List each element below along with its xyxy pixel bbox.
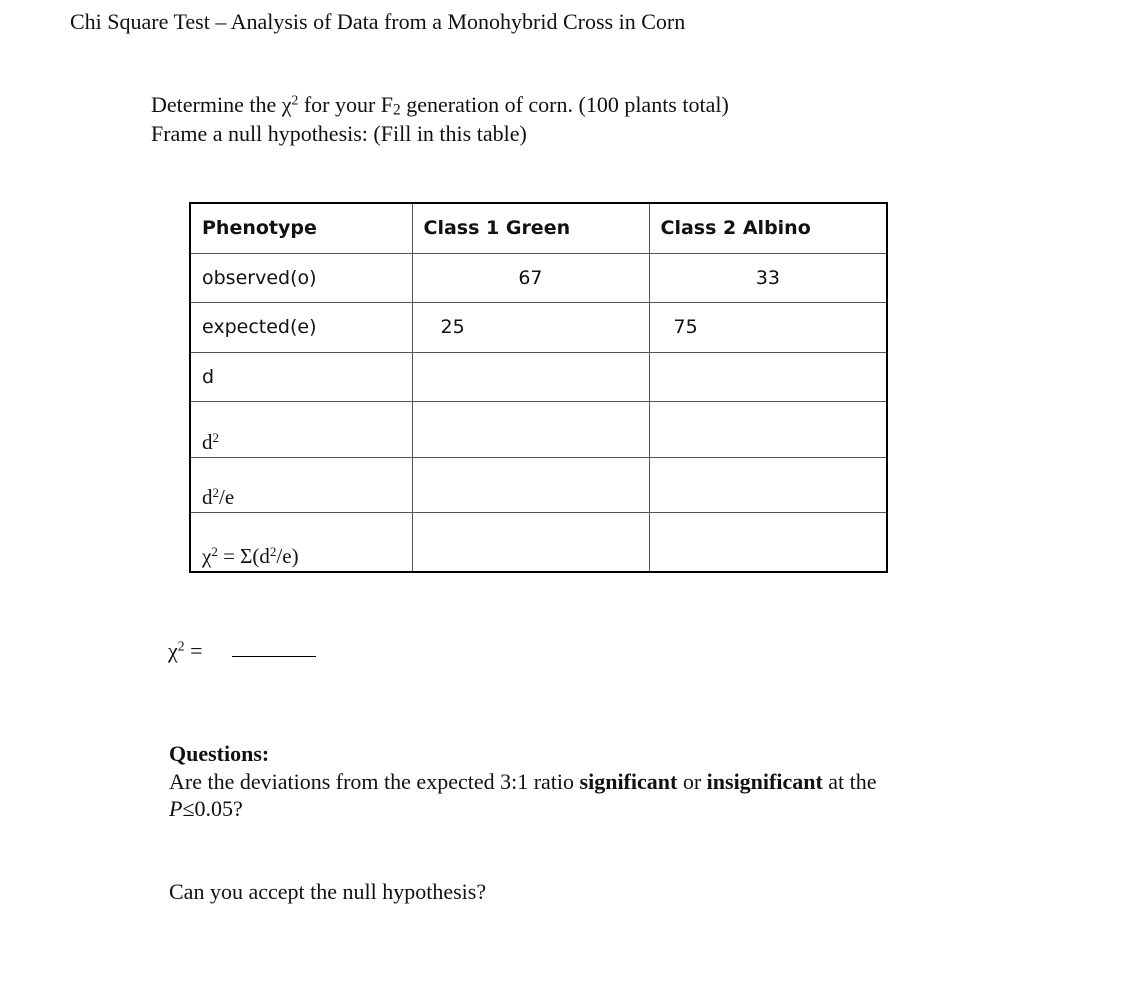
expected-green-cell[interactable]: 25: [412, 302, 649, 352]
chi-symbol: χ: [281, 92, 292, 117]
chi-square-answer-blank[interactable]: [232, 656, 316, 657]
questions-heading: Questions:: [169, 741, 270, 766]
expected-albino-cell[interactable]: 75: [649, 302, 887, 352]
table-row-d-squared-over-e: [190, 458, 887, 513]
chi-square-table: [189, 202, 888, 573]
observed-albino-cell[interactable]: 33: [649, 253, 887, 302]
chi-sum-albino-cell[interactable]: [649, 513, 887, 572]
page-title: Chi Square Test – Analysis of Data from a Monohybrid Cross in Corn: [70, 9, 686, 34]
question-1-line-2: P≤0.05?: [169, 796, 243, 821]
d-squared-green-cell[interactable]: [412, 402, 649, 458]
header-phenotype: Phenotype: [190, 203, 412, 253]
d-squared-over-e-albino-cell[interactable]: [649, 458, 887, 513]
intro-frame: Frame a null hypothesis: (Fill in this table): [151, 121, 527, 146]
observed-green-cell[interactable]: 67: [412, 253, 649, 302]
chi-sum-green-cell[interactable]: [412, 513, 649, 572]
observed-label: observed(o): [190, 253, 412, 302]
d-squared-over-e-label: $d^2/e$: [190, 458, 412, 513]
header-class1-green: Class 1 Green: [412, 203, 649, 253]
table-header-row: [190, 203, 887, 253]
intro-determine: Determine the $\chi^2$ for your $F_2$ generation of corn. (100 plants total): [151, 92, 729, 119]
table-row-observed: [190, 253, 887, 302]
table-row-expected: [190, 302, 887, 352]
d-squared-albino-cell[interactable]: [649, 402, 887, 458]
question-2: Can you accept the null hypothesis?: [169, 879, 487, 904]
d-squared-over-e-green-cell[interactable]: [412, 458, 649, 513]
d-albino-cell[interactable]: [649, 352, 887, 401]
d-green-cell[interactable]: [412, 352, 649, 401]
chi-sum-label: $\chi^2 = \Sigma(d^2/e)$: [190, 513, 412, 572]
table-row-chi-sum: [190, 513, 887, 572]
d-squared-label: $d^2$: [190, 402, 412, 458]
expected-label: expected(e): [190, 302, 412, 352]
chi-square-result-label: $\chi^2$ =: [168, 638, 203, 663]
table-row-d: [190, 352, 887, 401]
question-1-line-1: Are the deviations from the expected 3:1 ratio significant or insignificant at the: [169, 769, 877, 794]
table-row-d-squared: [190, 402, 887, 458]
d-label: d: [190, 352, 412, 401]
header-class2-albino: Class 2 Albino: [649, 203, 887, 253]
